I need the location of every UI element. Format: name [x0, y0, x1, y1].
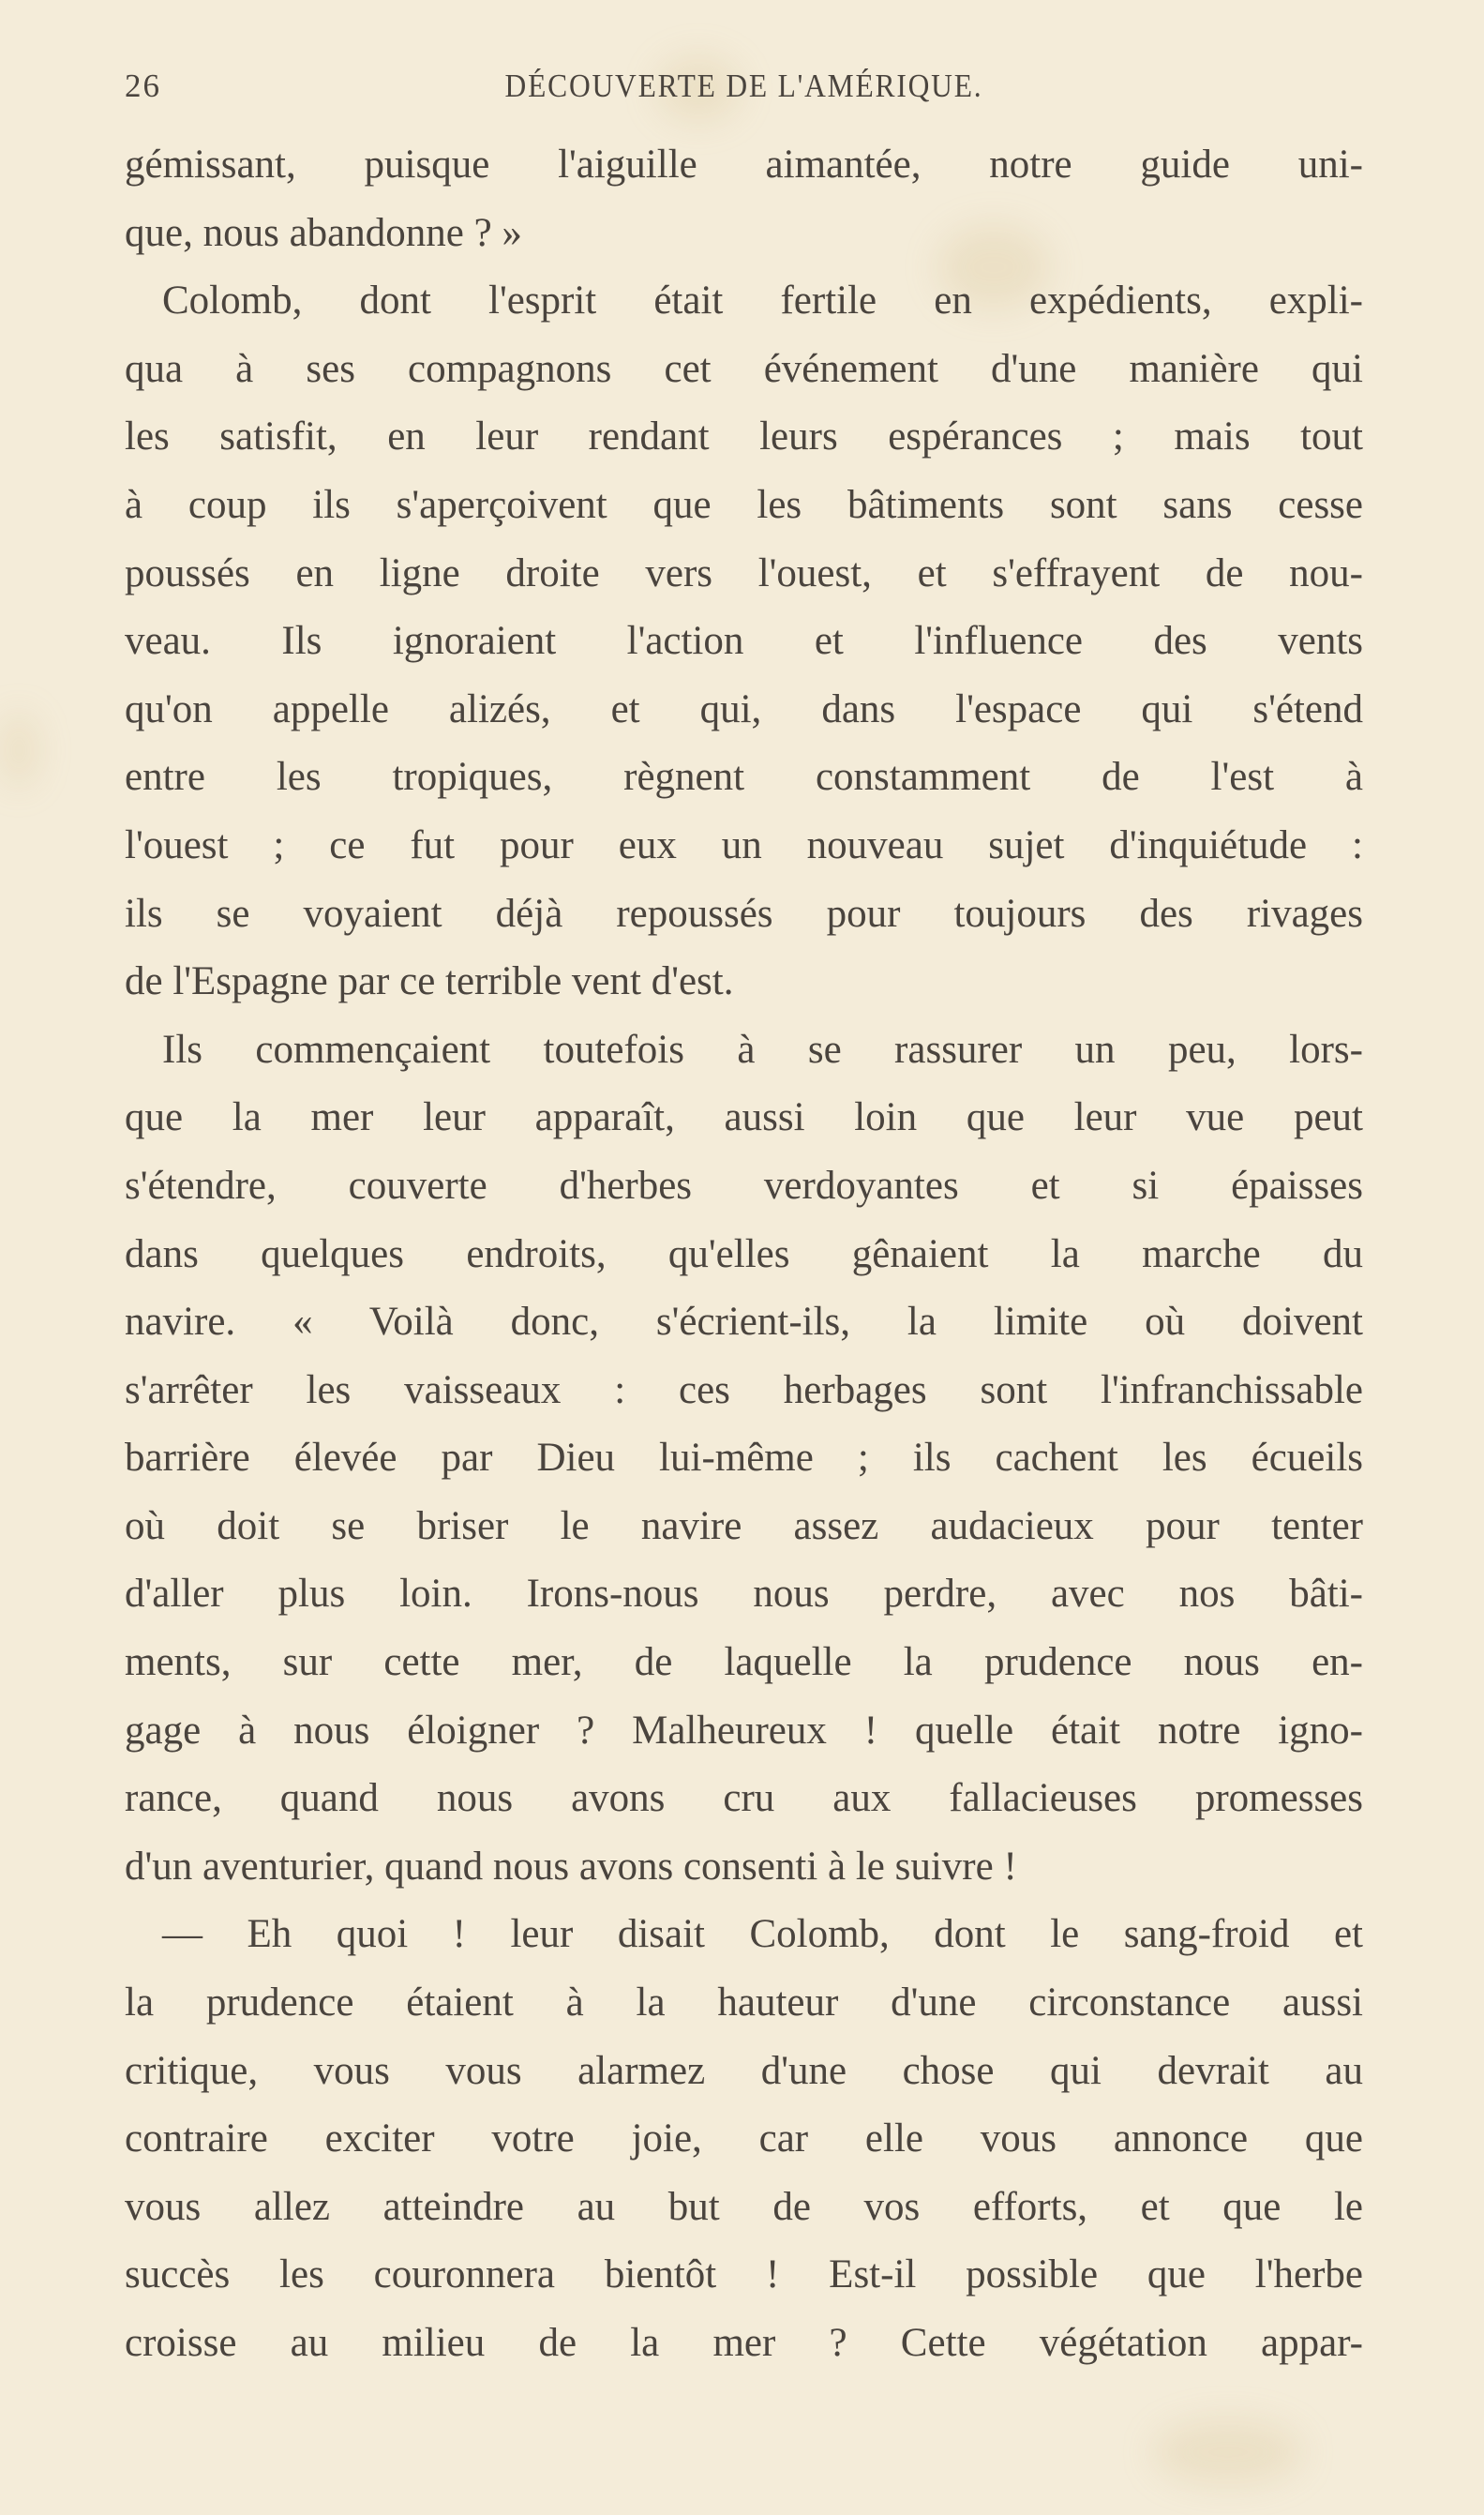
text-line: la prudence étaient à la hauteur d'une circonstance aussi — [125, 1980, 1363, 2026]
text-line: Ils commençaient toutefois à se rassurer un peu, lors- — [162, 1027, 1363, 1072]
paragraph — [125, 267, 1363, 1017]
text-line: ments, sur cette mer, de laquelle la prudence nous en- — [125, 1640, 1363, 1685]
text-line: les satisfit, en leur rendant leurs espérances ; mais tout — [125, 414, 1363, 459]
text-line: d'aller plus loin. Irons-nous nous perdre, avec nos bâti- — [125, 1572, 1363, 1617]
paper-stain — [0, 713, 37, 788]
text-line: que la mer leur apparaît, aussi loin que leur vue peut — [125, 1095, 1363, 1140]
text-line: qua à ses compagnons cet événement d'une manière qui — [125, 346, 1363, 391]
body-text — [125, 131, 1363, 2378]
page-header — [125, 68, 1363, 114]
text-line: barrière élevée par Dieu lui-même ; ils cachent les écueils — [125, 1436, 1363, 1481]
text-line: ils se voyaient déjà repoussés pour toujours des rivages — [125, 891, 1363, 936]
paragraph — [125, 1901, 1363, 2377]
text-line: succès les couronnera bientôt ! Est-il possible que l'herbe — [125, 2252, 1363, 2297]
text-line: navire. « Voilà donc, s'écrient-ils, la limite où doivent — [125, 1300, 1363, 1345]
text-line: croisse au milieu de la mer ? Cette végétation appar- — [125, 2321, 1363, 2365]
text-line: s'arrêter les vaisseaux : ces herbages sont l'infranchissable — [125, 1367, 1363, 1412]
text-line: rance, quand nous avons cru aux fallacieuses promesses — [125, 1776, 1363, 1821]
text-line: contraire exciter votre joie, car elle vous annonce que — [125, 2116, 1363, 2161]
running-title: DÉCOUVERTE DE L'AMÉRIQUE. — [504, 68, 983, 104]
text-line: à coup ils s'aperçoivent que les bâtiments sont sans cesse — [125, 482, 1363, 527]
text-line: dans quelques endroits, qu'elles gênaient la marche du — [125, 1231, 1363, 1276]
text-line: — Eh quoi ! leur disait Colomb, dont le sang-froid et — [162, 1912, 1363, 1957]
page-number: 26 — [125, 68, 161, 104]
paragraph — [125, 1017, 1363, 1902]
text-line: que, nous abandonne ? » — [125, 210, 522, 255]
text-line: s'étendre, couverte d'herbes verdoyantes et si épaisses — [125, 1163, 1363, 1208]
text-line: d'un aventurier, quand nous avons consenti à le suivre ! — [125, 1844, 1017, 1889]
text-line: qu'on appelle alizés, et qui, dans l'espace qui s'étend — [125, 686, 1363, 731]
text-line: Colomb, dont l'esprit était fertile en expédients, expli- — [162, 279, 1363, 324]
paper-stain — [1153, 2419, 1303, 2485]
text-line: vous allez atteindre au but de vos efforts, et que le — [125, 2184, 1363, 2229]
text-line: gémissant, puisque l'aiguille aimantée, notre guide uni- — [125, 143, 1363, 187]
text-line: critique, vous vous alarmez d'une chose qui devrait au — [125, 2048, 1363, 2093]
paragraph — [125, 131, 1363, 267]
text-line: entre les tropiques, règnent constamment de l'est à — [125, 755, 1363, 800]
text-line: poussés en ligne droite vers l'ouest, et s'effrayent de nou- — [125, 550, 1363, 595]
text-line: veau. Ils ignoraient l'action et l'influence des vents — [125, 619, 1363, 664]
text-line: l'ouest ; ce fut pour eux un nouveau sujet d'inquiétude : — [125, 822, 1363, 867]
text-line: où doit se briser le navire assez audacieux pour tenter — [125, 1503, 1363, 1548]
text-line: de l'Espagne par ce terrible vent d'est. — [125, 959, 734, 1004]
text-line: gage à nous éloigner ? Malheureux ! quelle était notre igno- — [125, 1708, 1363, 1753]
